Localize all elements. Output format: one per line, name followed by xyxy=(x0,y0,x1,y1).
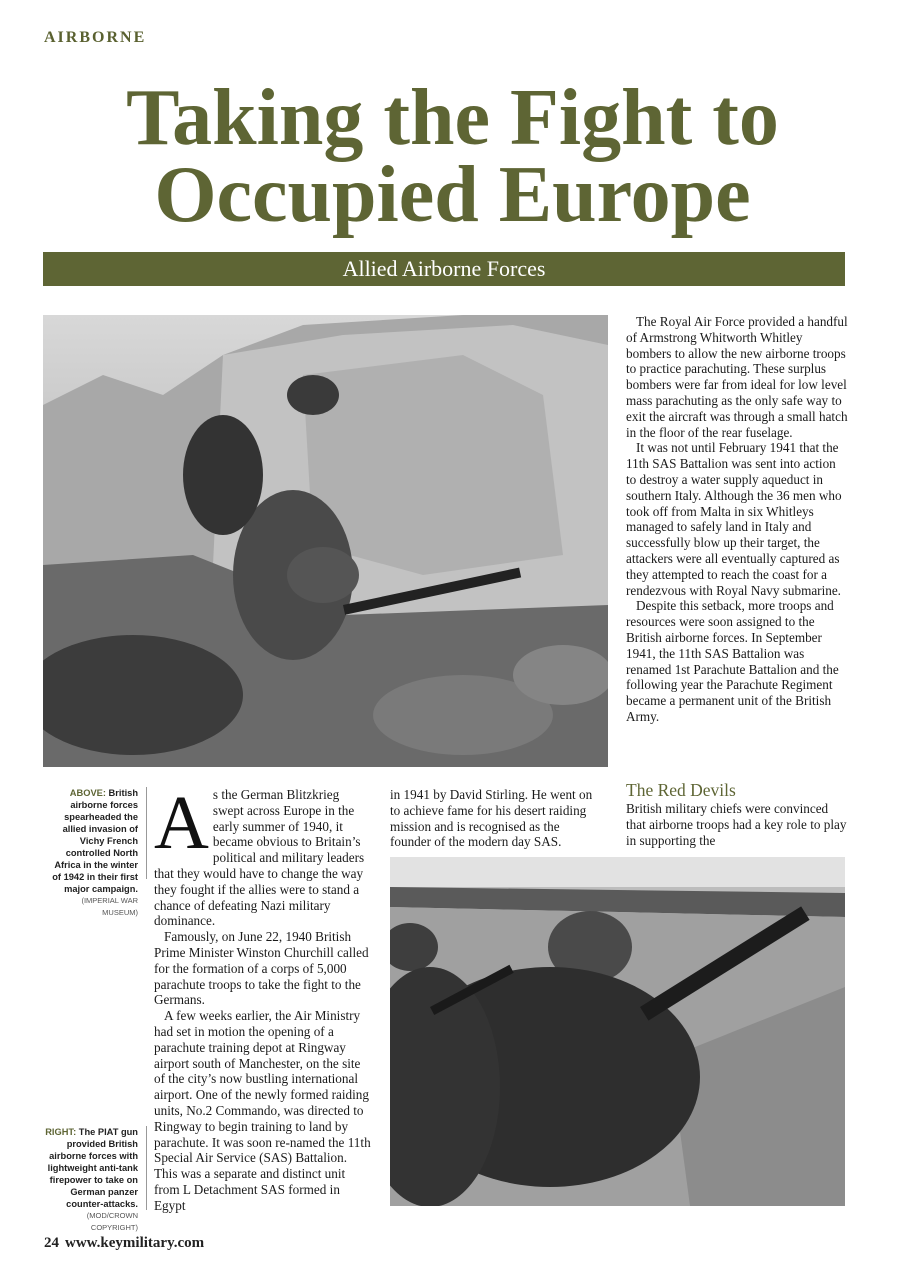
column-3 xyxy=(390,787,600,850)
caption-credit: (MOD/CROWN COPYRIGHT) xyxy=(86,1211,138,1232)
page-footer xyxy=(44,1235,210,1252)
caption-text: British airborne forces spearheaded the allied invasion of Vichy French controlled North Africa in the winter of 1942 in their first major campaign. xyxy=(52,788,138,894)
subtitle-banner xyxy=(43,252,845,286)
paragraph: s the German Blitzkrieg swept across Europe in the early summer of 1940, it became obvious to Britain’s political and military leaders that they would have to change the way they fought if the allies were to stand a chance of defeating Nazi military dominance. xyxy=(154,787,365,929)
paragraph: Famously, on June 22, 1940 British Prime Minister Winston Churchill called for the formation of a corps of 5,000 parachute troops to take the fight to the Germans. xyxy=(154,929,369,1008)
caption-text: The PIAT gun provided British airborne forces with lightweight anti-tank firepower to take on German panzer counter-attacks. xyxy=(47,1127,138,1209)
website-link[interactable]: www.keymilitary.com xyxy=(65,1235,205,1251)
caption-credit: (IMPERIAL WAR MUSEUM) xyxy=(81,896,138,917)
subheading: The Red Devils xyxy=(626,780,736,800)
caption-divider xyxy=(146,787,147,879)
paragraph: British military chiefs were convinced that airborne troops had a key role to play in supporting the xyxy=(626,801,847,848)
column-4-bottom xyxy=(626,780,848,848)
photo-soldiers-ruins xyxy=(43,315,608,767)
column-2 xyxy=(154,781,372,1214)
drop-cap: A xyxy=(154,781,209,865)
column-4-top xyxy=(626,314,848,725)
paragraph: It was not until February 1941 that the 11th SAS Battalion was sent into action to destroy a water supply aqueduct in southern Italy. Although the 36 men who took off from Malta in six Whitleys managed to safely land in Italy and successfully blow up their target, the attackers were all eventually captured as they attempted to reach the coast for a rendezvous with Royal Navy submarine. xyxy=(626,440,842,598)
paragraph: A few weeks earlier, the Air Ministry had set in motion the opening of a parachute training depot at Ringway airport south of Manchester, on the site of the city’s now bustling international airport. One of the newly formed raiding units, No.2 Commando, was directed to Ringway to begin training to land by parachute. It was soon re-named the 11th Special Air Service (SAS) Battalion. This was a separate and distinct unit from L Detachment SAS formed in Egypt xyxy=(154,1008,371,1213)
paragraph: The Royal Air Force provided a handful of Armstrong Whitworth Whitley bombers to allow the new airborne troops to practice parachuting. These surplus bombers were far from ideal for low level mass parachuting as the only safe way to exit the aircraft was through a small hatch in the floor of the rear fuselage. xyxy=(626,314,848,440)
caption-lead: RIGHT: xyxy=(45,1127,77,1137)
caption-lead: ABOVE: xyxy=(69,788,106,798)
photo-soldiers-ruins-image xyxy=(43,315,608,767)
paragraph: Despite this setback, more troops and resources were soon assigned to the British airborne forces. In September 1941, the 11th SAS Battalion was renamed 1st Parachute Battalion and the following year the Parachute Regiment became a permanent unit of the British Army. xyxy=(626,598,839,724)
caption-divider xyxy=(146,1126,147,1210)
page-number: 24 xyxy=(44,1235,59,1251)
subtitle-text: Allied Airborne Forces xyxy=(342,256,546,281)
headline-line-1: Taking the Fight to xyxy=(126,74,779,162)
photo-piat-gun xyxy=(390,857,845,1206)
section-label: AIRBORNE xyxy=(44,29,147,46)
photo-piat-gun-image xyxy=(390,857,845,1206)
paragraph: in 1941 by David Stirling. He went on to achieve fame for his desert raiding mission and is recognised as the founder of the modern day SAS. xyxy=(390,787,593,850)
caption-right xyxy=(44,1126,138,1234)
caption-above xyxy=(44,787,138,919)
headline-line-2: Occupied Europe xyxy=(154,151,751,239)
